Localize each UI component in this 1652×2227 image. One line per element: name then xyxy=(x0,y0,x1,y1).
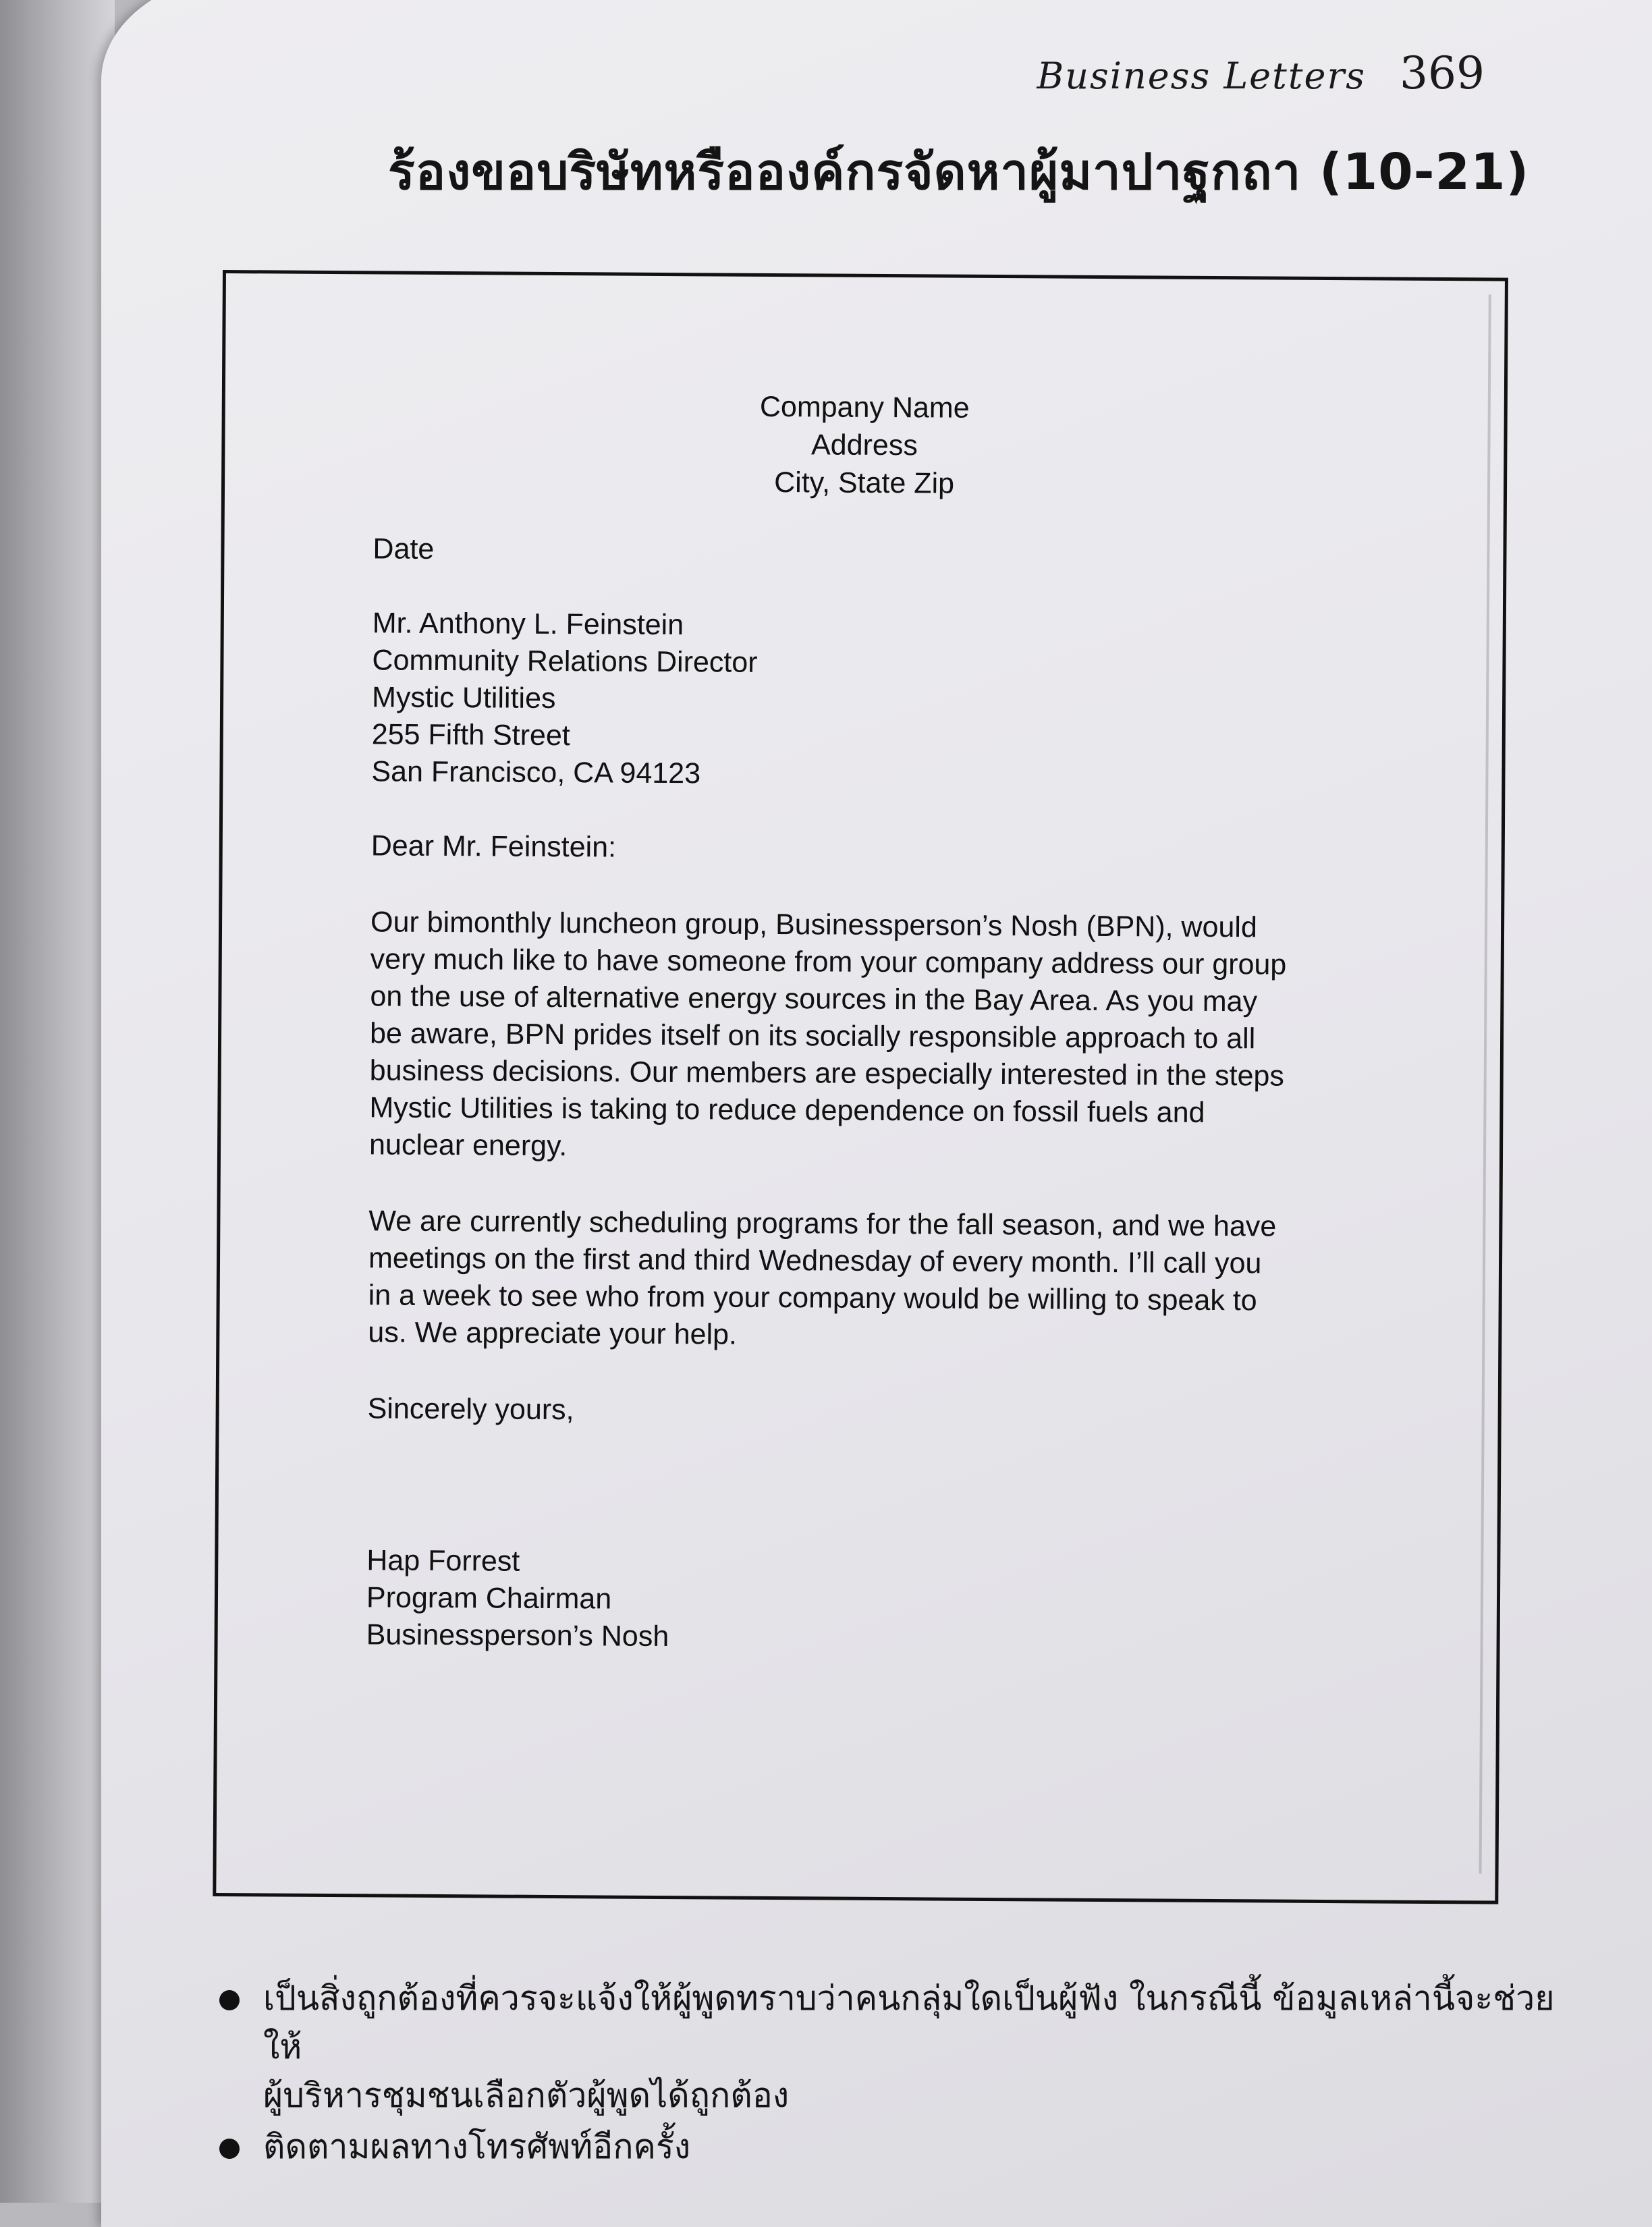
paragraph-1 xyxy=(369,904,1342,1170)
paragraph-line: Our bimonthly luncheon group, Businessperson’s Nosh (BPN), would xyxy=(370,906,1258,944)
bullet-dot-icon xyxy=(219,2139,240,2159)
paragraph-line: meetings on the first and third Wednesday of every month. I’ll call you xyxy=(368,1242,1262,1280)
paragraph-line: us. We appreciate your help. xyxy=(368,1316,738,1351)
frame-inner-edge xyxy=(1479,294,1491,1873)
paragraph-line: be aware, BPN prides itself on its socially responsible approach to all xyxy=(369,1017,1256,1055)
letterhead xyxy=(225,385,1504,506)
letterhead-company-name: Company Name xyxy=(759,390,970,424)
sample-letter-frame xyxy=(213,270,1508,1904)
letter-date: Date xyxy=(373,532,435,566)
running-header xyxy=(1037,47,1485,99)
recipient-line: San Francisco, CA 94123 xyxy=(371,755,701,790)
paragraph-2 xyxy=(368,1203,1340,1357)
recipient-line: 255 Fifth Street xyxy=(371,718,570,752)
recipient-line: Mystic Utilities xyxy=(371,681,556,715)
bullet-item xyxy=(219,1974,1569,2120)
signature-name: Hap Forrest xyxy=(366,1544,520,1578)
bullet-list xyxy=(219,1974,1569,2174)
bullet-item xyxy=(219,2122,1569,2171)
letterhead-city-state-zip: City, State Zip xyxy=(774,466,955,500)
closing: Sincerely yours, xyxy=(367,1392,574,1427)
paragraph-line: very much like to have someone from your company address our group xyxy=(370,943,1287,981)
letter-body xyxy=(366,530,1344,1659)
bullet-line: ผู้บริหารชุมชนเลือกตัวผู้พูดได้ถูกต้อง xyxy=(263,2076,790,2115)
recipient-line: Community Relations Director xyxy=(372,644,758,679)
bullet-dot-icon xyxy=(219,1990,240,2010)
section-title: ร้องขอบริษัทหรือองค์กรจัดหาผู้มาปาฐกถา (10-21) xyxy=(388,143,1530,201)
paragraph-line: on the use of alternative energy sources in the Bay Area. As you may xyxy=(370,980,1258,1018)
adjacent-page-edge xyxy=(0,0,115,2203)
bullet-line: ติดตามผลทางโทรศัพท์อีกครั้ง xyxy=(263,2127,691,2166)
recipient-block xyxy=(371,605,1344,796)
signature-block xyxy=(366,1542,1338,1659)
paragraph-line: Mystic Utilities is taking to reduce dependence on fossil fuels and xyxy=(369,1091,1205,1129)
running-header-title: Business Letters xyxy=(1037,55,1367,97)
letterhead-address: Address xyxy=(810,429,918,462)
paragraph-line: business decisions. Our members are especially interested in the steps xyxy=(369,1054,1285,1093)
salutation: Dear Mr. Feinstein: xyxy=(370,829,617,864)
paragraph-line: nuclear energy. xyxy=(368,1128,568,1163)
recipient-line: Mr. Anthony L. Feinstein xyxy=(372,607,684,642)
signature-organization: Businessperson’s Nosh xyxy=(366,1618,669,1653)
paragraph-line: We are currently scheduling programs for the fall season, and we have xyxy=(368,1205,1277,1243)
page-number: 369 xyxy=(1400,47,1485,99)
bullet-line: เป็นสิ่งถูกต้องที่ควรจะแจ้งให้ผู้พูดทราบว่าคนกลุ่มใดเป็นผู้ฟัง ในกรณีนี้ ข้อมูลเหล่านี้จะช่วยให้ xyxy=(263,1979,1555,2066)
paragraph-line: in a week to see who from your company would be willing to speak to xyxy=(368,1279,1257,1317)
signature-title: Program Chairman xyxy=(366,1581,612,1616)
